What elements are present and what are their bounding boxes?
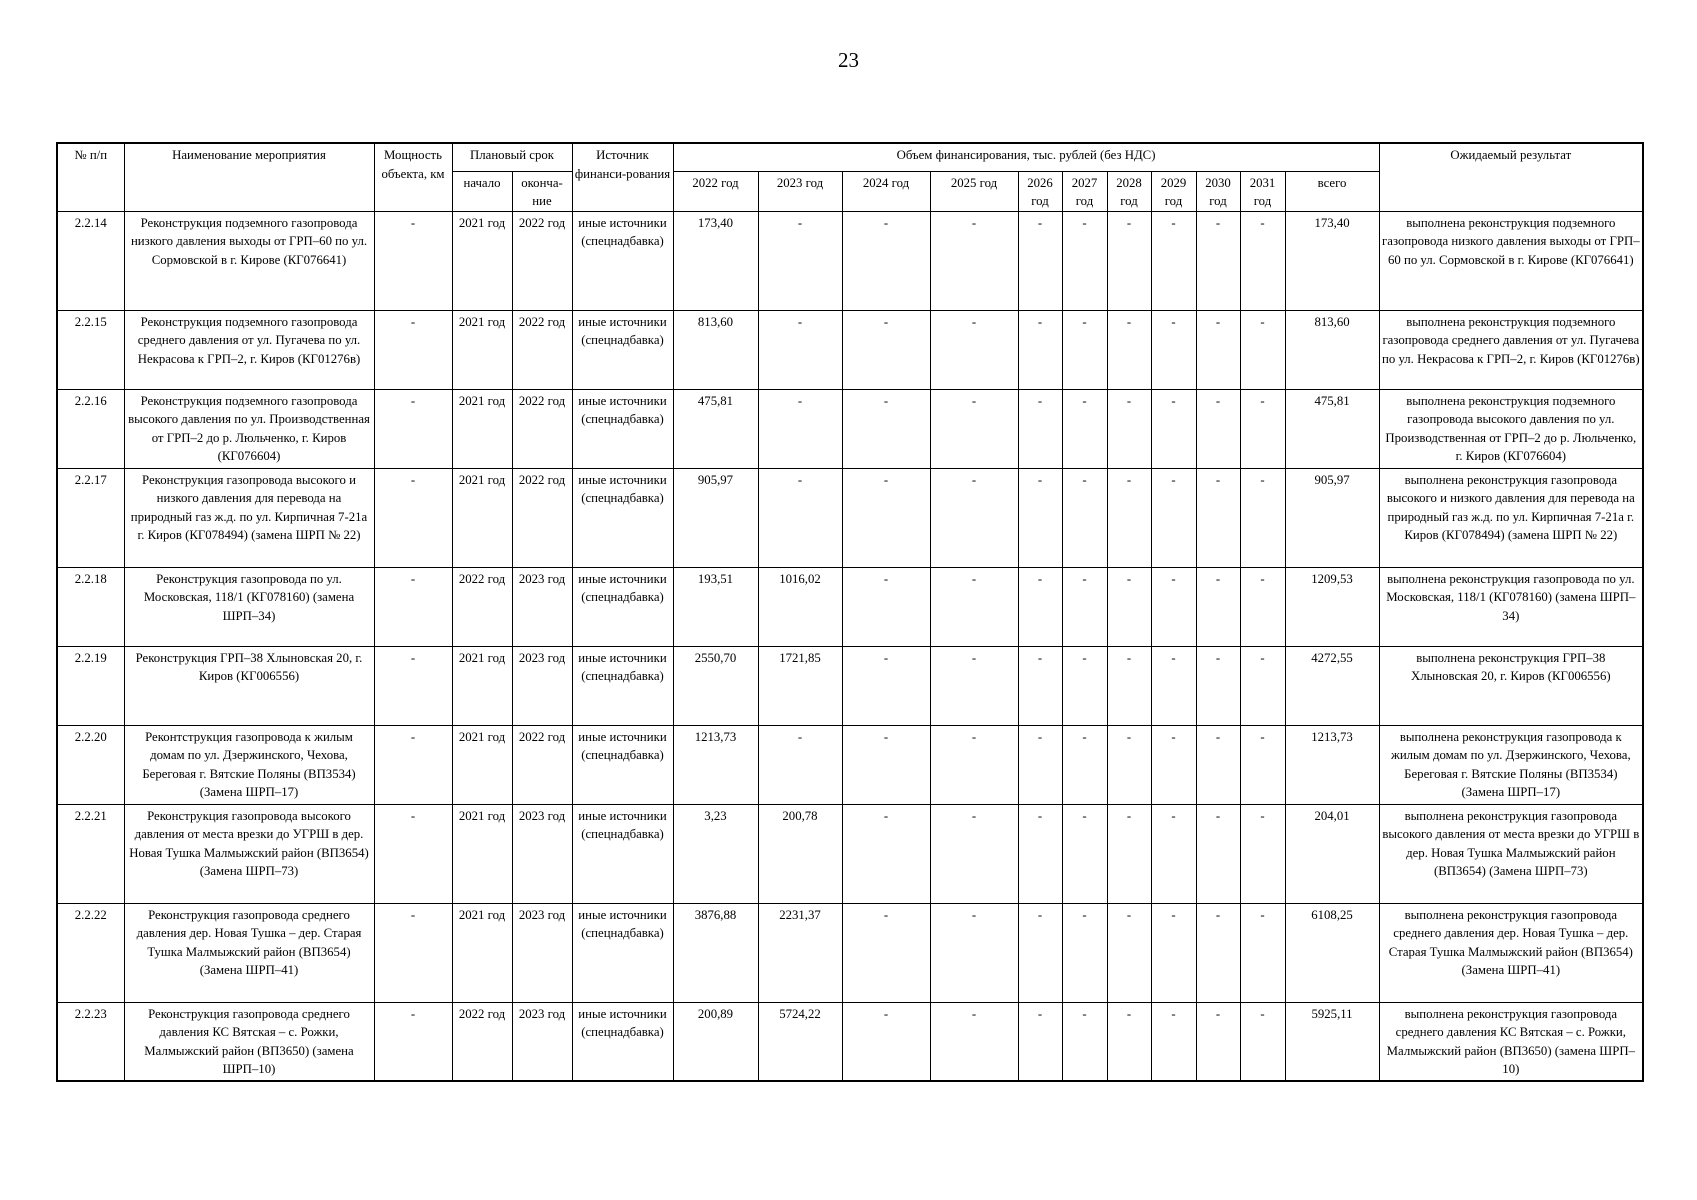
year-2025-amount-cell: -: [930, 1002, 1018, 1081]
funding-source-cell: иные источники (спецнадбавка): [572, 646, 673, 725]
year-2029-amount-cell: -: [1151, 725, 1196, 804]
year-2023-amount-cell: -: [758, 468, 842, 567]
start-year-cell: 2021 год: [452, 389, 512, 468]
year-2027-amount-cell: -: [1062, 567, 1107, 646]
header-year-2028: 2028 год: [1107, 171, 1151, 211]
page-number: 23: [838, 48, 859, 72]
year-2029-amount-cell: -: [1151, 804, 1196, 903]
funding-source-cell: иные источники (спецнадбавка): [572, 804, 673, 903]
header-year-2031: 2031 год: [1240, 171, 1285, 211]
end-year-cell: 2023 год: [512, 567, 572, 646]
expected-result-cell: выполнена реконструкция газопровода по ул. Московская, 118/1 (КГ078160) (замена ШРП–34): [1379, 567, 1643, 646]
year-2027-amount-cell: -: [1062, 468, 1107, 567]
year-2026-amount-cell: -: [1018, 1002, 1062, 1081]
year-2023-amount-cell: 5724,22: [758, 1002, 842, 1081]
capacity-cell: -: [374, 310, 452, 389]
year-2023-amount-cell: -: [758, 310, 842, 389]
expected-result-cell: выполнена реконструкция ГРП–38 Хлыновская 20, г. Киров (КГ006556): [1379, 646, 1643, 725]
year-2028-amount-cell: -: [1107, 389, 1151, 468]
year-2029-amount-cell: -: [1151, 567, 1196, 646]
year-2028-amount-cell: -: [1107, 725, 1151, 804]
total-amount-cell: 4272,55: [1285, 646, 1379, 725]
year-2022-amount-cell: 173,40: [673, 211, 758, 310]
year-2022-amount-cell: 3,23: [673, 804, 758, 903]
expected-result-cell: выполнена реконструкция газопровода среднего давления дер. Новая Тушка – дер. Старая Тушка Малмыжский район (ВП3654) (Замена ШРП–41): [1379, 903, 1643, 1002]
year-2028-amount-cell: -: [1107, 903, 1151, 1002]
year-2031-amount-cell: -: [1240, 567, 1285, 646]
year-2030-amount-cell: -: [1196, 646, 1240, 725]
total-amount-cell: 1213,73: [1285, 725, 1379, 804]
year-2031-amount-cell: -: [1240, 1002, 1285, 1081]
year-2031-amount-cell: -: [1240, 310, 1285, 389]
table-row: [57, 725, 1643, 804]
year-2022-amount-cell: 3876,88: [673, 903, 758, 1002]
header-total: всего: [1285, 171, 1379, 211]
table-row: [57, 468, 1643, 567]
expected-result-cell: выполнена реконструкция подземного газопровода среднего давления от ул. Пугачева по ул. Некрасова к ГРП–2, г. Киров (КГ01276в): [1379, 310, 1643, 389]
year-2031-amount-cell: -: [1240, 468, 1285, 567]
funding-source-cell: иные источники (спецнадбавка): [572, 903, 673, 1002]
funding-source-cell: иные источники (спецнадбавка): [572, 389, 673, 468]
measure-name-cell: Реконструкция газопровода среднего давления дер. Новая Тушка – дер. Старая Тушка Малмыжский район (ВП3654) (Замена ШРП–41): [124, 903, 374, 1002]
table-row: [57, 646, 1643, 725]
year-2023-amount-cell: 2231,37: [758, 903, 842, 1002]
end-year-cell: 2023 год: [512, 804, 572, 903]
total-amount-cell: 813,60: [1285, 310, 1379, 389]
year-2030-amount-cell: -: [1196, 903, 1240, 1002]
year-2022-amount-cell: 813,60: [673, 310, 758, 389]
year-2030-amount-cell: -: [1196, 567, 1240, 646]
end-year-cell: 2022 год: [512, 310, 572, 389]
start-year-cell: 2021 год: [452, 468, 512, 567]
year-2026-amount-cell: -: [1018, 389, 1062, 468]
row-number-cell: 2.2.18: [57, 567, 124, 646]
total-amount-cell: 905,97: [1285, 468, 1379, 567]
year-2029-amount-cell: -: [1151, 646, 1196, 725]
start-year-cell: 2021 год: [452, 804, 512, 903]
capacity-cell: -: [374, 567, 452, 646]
year-2029-amount-cell: -: [1151, 1002, 1196, 1081]
year-2027-amount-cell: -: [1062, 646, 1107, 725]
measure-name-cell: Реконтструкция газопровода к жилым домам по ул. Дзержинского, Чехова, Береговая г. Вятские Поляны (ВП3534) (Замена ШРП–17): [124, 725, 374, 804]
total-amount-cell: 475,81: [1285, 389, 1379, 468]
year-2028-amount-cell: -: [1107, 646, 1151, 725]
year-2027-amount-cell: -: [1062, 211, 1107, 310]
total-amount-cell: 204,01: [1285, 804, 1379, 903]
table-row: [57, 389, 1643, 468]
funding-source-cell: иные источники (спецнадбавка): [572, 567, 673, 646]
row-number-cell: 2.2.20: [57, 725, 124, 804]
year-2028-amount-cell: -: [1107, 804, 1151, 903]
table-row: [57, 1002, 1643, 1081]
capacity-cell: -: [374, 1002, 452, 1081]
year-2023-amount-cell: -: [758, 211, 842, 310]
header-year-2024: 2024 год: [842, 171, 930, 211]
year-2025-amount-cell: -: [930, 646, 1018, 725]
table-row: [57, 211, 1643, 310]
header-source: Источник финанси-рования: [572, 143, 673, 211]
year-2028-amount-cell: -: [1107, 468, 1151, 567]
year-2027-amount-cell: -: [1062, 725, 1107, 804]
year-2026-amount-cell: -: [1018, 310, 1062, 389]
table-row: [57, 567, 1643, 646]
expected-result-cell: выполнена реконструкция подземного газопровода низкого давления выходы от ГРП–60 по ул. Сормовской в г. Кирове (КГ076641): [1379, 211, 1643, 310]
year-2024-amount-cell: -: [842, 646, 930, 725]
year-2031-amount-cell: -: [1240, 903, 1285, 1002]
funding-source-cell: иные источники (спецнадбавка): [572, 468, 673, 567]
capacity-cell: -: [374, 468, 452, 567]
expected-result-cell: выполнена реконструкция подземного газопровода высокого давления по ул. Производственная от ГРП–2 до р. Люльченко, г. Киров (КГ076604): [1379, 389, 1643, 468]
year-2023-amount-cell: 1016,02: [758, 567, 842, 646]
total-amount-cell: 1209,53: [1285, 567, 1379, 646]
start-year-cell: 2021 год: [452, 646, 512, 725]
funding-source-cell: иные источники (спецнадбавка): [572, 310, 673, 389]
row-number-cell: 2.2.15: [57, 310, 124, 389]
year-2030-amount-cell: -: [1196, 468, 1240, 567]
year-2025-amount-cell: -: [930, 804, 1018, 903]
year-2031-amount-cell: -: [1240, 211, 1285, 310]
row-number-cell: 2.2.23: [57, 1002, 124, 1081]
year-2026-amount-cell: -: [1018, 567, 1062, 646]
year-2022-amount-cell: 1213,73: [673, 725, 758, 804]
year-2028-amount-cell: -: [1107, 1002, 1151, 1081]
year-2023-amount-cell: -: [758, 389, 842, 468]
year-2030-amount-cell: -: [1196, 211, 1240, 310]
total-amount-cell: 173,40: [1285, 211, 1379, 310]
table-row: [57, 903, 1643, 1002]
funding-source-cell: иные источники (спецнадбавка): [572, 1002, 673, 1081]
year-2030-amount-cell: -: [1196, 389, 1240, 468]
year-2026-amount-cell: -: [1018, 804, 1062, 903]
start-year-cell: 2021 год: [452, 725, 512, 804]
year-2029-amount-cell: -: [1151, 389, 1196, 468]
year-2024-amount-cell: -: [842, 567, 930, 646]
end-year-cell: 2022 год: [512, 468, 572, 567]
row-number-cell: 2.2.14: [57, 211, 124, 310]
year-2026-amount-cell: -: [1018, 725, 1062, 804]
total-amount-cell: 5925,11: [1285, 1002, 1379, 1081]
year-2025-amount-cell: -: [930, 468, 1018, 567]
table-row: [57, 310, 1643, 389]
year-2026-amount-cell: -: [1018, 903, 1062, 1002]
end-year-cell: 2023 год: [512, 646, 572, 725]
year-2029-amount-cell: -: [1151, 211, 1196, 310]
capacity-cell: -: [374, 725, 452, 804]
measure-name-cell: Реконструкция газопровода высокого и низкого давления для перевода на природный газ ж.д. по ул. Кирпичная 7-21а г. Киров (КГ078494) (замена ШРП № 22): [124, 468, 374, 567]
row-number-cell: 2.2.16: [57, 389, 124, 468]
header-funding: Объем финансирования, тыс. рублей (без НДС): [673, 143, 1379, 171]
row-number-cell: 2.2.17: [57, 468, 124, 567]
measure-name-cell: Реконструкция подземного газопровода среднего давления от ул. Пугачева по ул. Некрасова к ГРП–2, г. Киров (КГ01276в): [124, 310, 374, 389]
funding-source-cell: иные источники (спецнадбавка): [572, 211, 673, 310]
year-2025-amount-cell: -: [930, 725, 1018, 804]
year-2025-amount-cell: -: [930, 211, 1018, 310]
year-2022-amount-cell: 193,51: [673, 567, 758, 646]
year-2025-amount-cell: -: [930, 310, 1018, 389]
year-2030-amount-cell: -: [1196, 1002, 1240, 1081]
header-name: Наименование мероприятия: [124, 143, 374, 211]
year-2027-amount-cell: -: [1062, 903, 1107, 1002]
funding-table: [56, 142, 1644, 1082]
year-2022-amount-cell: 475,81: [673, 389, 758, 468]
year-2029-amount-cell: -: [1151, 903, 1196, 1002]
start-year-cell: 2021 год: [452, 310, 512, 389]
start-year-cell: 2022 год: [452, 1002, 512, 1081]
header-year-2023: 2023 год: [758, 171, 842, 211]
header-year-2030: 2030 год: [1196, 171, 1240, 211]
year-2027-amount-cell: -: [1062, 804, 1107, 903]
year-2031-amount-cell: -: [1240, 646, 1285, 725]
year-2026-amount-cell: -: [1018, 646, 1062, 725]
year-2028-amount-cell: -: [1107, 211, 1151, 310]
year-2023-amount-cell: 1721,85: [758, 646, 842, 725]
year-2027-amount-cell: -: [1062, 310, 1107, 389]
expected-result-cell: выполнена реконструкция газопровода высокого и низкого давления для перевода на природный газ ж.д. по ул. Кирпичная 7-21а г. Киров (КГ078494) (замена ШРП № 22): [1379, 468, 1643, 567]
year-2031-amount-cell: -: [1240, 804, 1285, 903]
row-number-cell: 2.2.21: [57, 804, 124, 903]
capacity-cell: -: [374, 211, 452, 310]
year-2024-amount-cell: -: [842, 310, 930, 389]
capacity-cell: -: [374, 389, 452, 468]
table-row: [57, 804, 1643, 903]
capacity-cell: -: [374, 903, 452, 1002]
measure-name-cell: Реконструкция газопровода среднего давления КС Вятская – с. Рожки, Малмыжский район (ВП3650) (замена ШРП–10): [124, 1002, 374, 1081]
year-2023-amount-cell: -: [758, 725, 842, 804]
year-2022-amount-cell: 200,89: [673, 1002, 758, 1081]
header-plan-term: Плановый срок: [452, 143, 572, 171]
year-2024-amount-cell: -: [842, 211, 930, 310]
year-2027-amount-cell: -: [1062, 1002, 1107, 1081]
year-2030-amount-cell: -: [1196, 725, 1240, 804]
start-year-cell: 2021 год: [452, 211, 512, 310]
end-year-cell: 2023 год: [512, 903, 572, 1002]
year-2030-amount-cell: -: [1196, 804, 1240, 903]
start-year-cell: 2021 год: [452, 903, 512, 1002]
row-number-cell: 2.2.22: [57, 903, 124, 1002]
header-no: № п/п: [57, 143, 124, 211]
end-year-cell: 2022 год: [512, 211, 572, 310]
year-2024-amount-cell: -: [842, 1002, 930, 1081]
row-number-cell: 2.2.19: [57, 646, 124, 725]
year-2022-amount-cell: 905,97: [673, 468, 758, 567]
end-year-cell: 2022 год: [512, 389, 572, 468]
year-2024-amount-cell: -: [842, 725, 930, 804]
year-2023-amount-cell: 200,78: [758, 804, 842, 903]
header-year-2022: 2022 год: [673, 171, 758, 211]
funding-source-cell: иные источники (спецнадбавка): [572, 725, 673, 804]
end-year-cell: 2023 год: [512, 1002, 572, 1081]
year-2025-amount-cell: -: [930, 903, 1018, 1002]
header-start: начало: [452, 171, 512, 211]
total-amount-cell: 6108,25: [1285, 903, 1379, 1002]
end-year-cell: 2022 год: [512, 725, 572, 804]
year-2024-amount-cell: -: [842, 804, 930, 903]
measure-name-cell: Реконструкция газопровода высокого давления от места врезки до УГРШ в дер. Новая Тушка Малмыжский район (ВП3654) (Замена ШРП–73): [124, 804, 374, 903]
expected-result-cell: выполнена реконструкция газопровода к жилым домам по ул. Дзержинского, Чехова, Береговая г. Вятские Поляны (ВП3534) (Замена ШРП–17): [1379, 725, 1643, 804]
year-2029-amount-cell: -: [1151, 468, 1196, 567]
year-2028-amount-cell: -: [1107, 310, 1151, 389]
year-2024-amount-cell: -: [842, 389, 930, 468]
header-year-2027: 2027 год: [1062, 171, 1107, 211]
header-year-2029: 2029 год: [1151, 171, 1196, 211]
start-year-cell: 2022 год: [452, 567, 512, 646]
year-2025-amount-cell: -: [930, 567, 1018, 646]
measure-name-cell: Реконструкция подземного газопровода низкого давления выходы от ГРП–60 по ул. Сормовской в г. Кирове (КГ076641): [124, 211, 374, 310]
year-2030-amount-cell: -: [1196, 310, 1240, 389]
header-result: Ожидаемый результат: [1379, 143, 1643, 211]
expected-result-cell: выполнена реконструкция газопровода среднего давления КС Вятская – с. Рожки, Малмыжский район (ВП3650) (замена ШРП–10): [1379, 1002, 1643, 1081]
header-capacity: Мощность объекта, км: [374, 143, 452, 211]
year-2024-amount-cell: -: [842, 468, 930, 567]
year-2026-amount-cell: -: [1018, 468, 1062, 567]
year-2026-amount-cell: -: [1018, 211, 1062, 310]
year-2031-amount-cell: -: [1240, 725, 1285, 804]
year-2031-amount-cell: -: [1240, 389, 1285, 468]
measure-name-cell: Реконструкция подземного газопровода высокого давления по ул. Производственная от ГРП–2 до р. Люльченко, г. Киров (КГ076604): [124, 389, 374, 468]
year-2028-amount-cell: -: [1107, 567, 1151, 646]
year-2027-amount-cell: -: [1062, 389, 1107, 468]
capacity-cell: -: [374, 804, 452, 903]
measure-name-cell: Реконструкция ГРП–38 Хлыновская 20, г. Киров (КГ006556): [124, 646, 374, 725]
header-year-2025: 2025 год: [930, 171, 1018, 211]
expected-result-cell: выполнена реконструкция газопровода высокого давления от места врезки до УГРШ в дер. Новая Тушка Малмыжский район (ВП3654) (Замена ШРП–73): [1379, 804, 1643, 903]
header-year-2026: 2026 год: [1018, 171, 1062, 211]
capacity-cell: -: [374, 646, 452, 725]
header-end: оконча-ние: [512, 171, 572, 211]
year-2029-amount-cell: -: [1151, 310, 1196, 389]
year-2025-amount-cell: -: [930, 389, 1018, 468]
year-2024-amount-cell: -: [842, 903, 930, 1002]
year-2022-amount-cell: 2550,70: [673, 646, 758, 725]
measure-name-cell: Реконструкция газопровода по ул. Московская, 118/1 (КГ078160) (замена ШРП–34): [124, 567, 374, 646]
